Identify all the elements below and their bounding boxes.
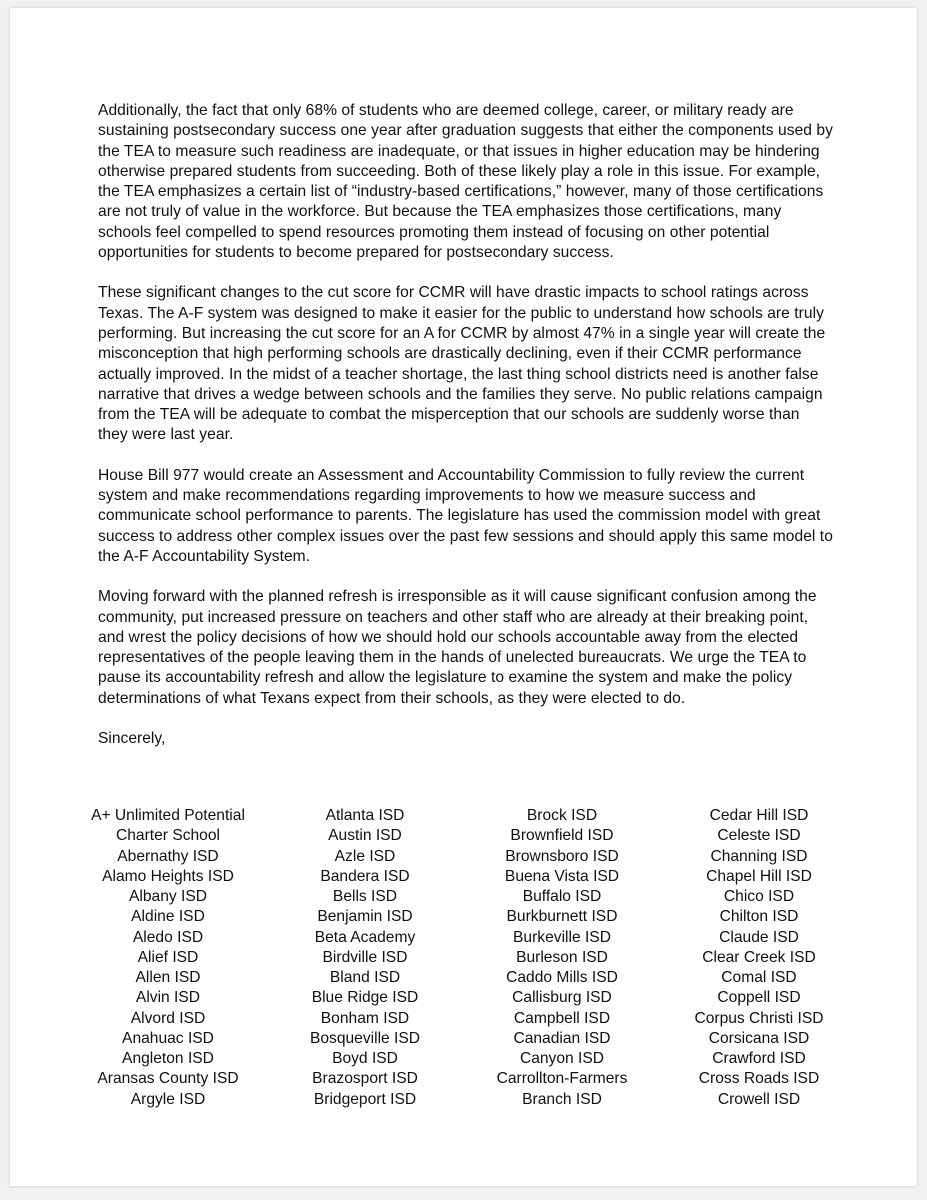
signatory-entry: Coppell ISD	[717, 989, 801, 1007]
paragraph-cut-score-impact: These significant changes to the cut score for CCMR will have drastic impacts to school ratings across Texas. The A-F system was designed to make it easier for the public to understand how schools are truly performing. But increasing the cut score for an A for CCMR by almost 47% in a single year will create the misconception that high performing schools are drastically declining, even if their CCMR performance actually improved. In the midst of a teacher shortage, the last thing school districts need is another false narrative that drives a wedge between schools and the families they serve. No public relations campaign from the TEA will be adequate to combat the misperception that our schools are suddenly worse than they were last year.	[98, 284, 826, 444]
signatory-entry: Corpus Christi ISD	[694, 1009, 824, 1027]
signatory-entry: Corsicana ISD	[708, 1029, 810, 1047]
signatory-entry: Azle ISD	[334, 847, 396, 865]
signatory-entry: Allen ISD	[135, 969, 201, 986]
signatory-entry: Caddo Mills ISD	[506, 969, 618, 986]
signatory-column	[265, 806, 465, 1110]
signatory-entry: Chapel Hill ISD	[706, 867, 812, 885]
signatory-column	[462, 806, 662, 1110]
signatory-entry: Bonham ISD	[320, 1009, 410, 1027]
signatory-entry: Atlanta ISD	[325, 807, 405, 824]
signatory-entry: Angleton ISD	[122, 1050, 214, 1067]
signatory-entry: Brock ISD	[526, 807, 598, 824]
signatory-entry: Callisburg ISD	[512, 989, 612, 1007]
paragraph-ccmr-success: Additionally, the fact that only 68% of students who are deemed college, career, or military ready are sustaining postsecondary success one year after graduation suggests that either the components used by the TEA to measure such readiness are inadequate, or that issues in higher education may be hindering otherwise prepared students from succeeding. Both of these likely play a role in this issue. For example, the TEA emphasizes a certain list of “industry-based certifications,” however, many of those certifications are not truly of value in the workforce. But because the TEA emphasizes those certifications, many schools feel compelled to spend resources promoting them instead of focusing on other potential opportunities for students to become prepared for postsecondary success.	[98, 102, 833, 262]
signatory-entry: Cedar Hill ISD	[709, 807, 809, 824]
signatory-column	[659, 806, 859, 1110]
signatory-entry: Celeste ISD	[717, 827, 801, 845]
paragraph-urge-pause: Moving forward with the planned refresh is irresponsible as it will cause significant confusion among the community, put increased pressure on teachers and other staff who are already at their breaking point, and wrest the policy decisions of how we should hold our schools accountable away from the elected representatives of the people leaving them in the hands of unelected bureaucrats. We urge the TEA to pause its accountability refresh and allow the legislature to examine the system and make the policy determinations of what Texans expect from their schools, as they were elected to do.	[98, 588, 817, 707]
signatory-entry: Alvord ISD	[130, 1009, 206, 1027]
signatory-entry: Chico ISD	[723, 888, 795, 905]
signatory-entry: Anahuac ISD	[122, 1029, 214, 1047]
signatory-entry: Bandera ISD	[320, 867, 410, 885]
letter-body	[98, 101, 833, 749]
signatory-entry: Birdville ISD	[322, 948, 408, 966]
signatory-entry: Carrollton-Farmers	[496, 1070, 628, 1088]
signatory-entry: Alief ISD	[137, 948, 199, 966]
signatory-entry: Bells ISD	[332, 888, 398, 905]
signatory-entry: Brazosport ISD	[312, 1070, 418, 1088]
signatory-entry: Bosqueville ISD	[309, 1029, 421, 1047]
signatory-entry: Burkeville ISD	[513, 928, 611, 946]
signatory-list	[10, 806, 917, 1106]
signatory-entry: Clear Creek ISD	[702, 948, 816, 966]
signatory-entry: Crawford ISD	[712, 1050, 806, 1067]
signatory-entry: Chilton ISD	[719, 908, 799, 926]
signatory-entry: Comal ISD	[721, 969, 797, 986]
signatory-entry: Blue Ridge ISD	[311, 989, 419, 1007]
signatory-entry: Claude ISD	[719, 928, 799, 946]
closing-salutation: Sincerely,	[98, 730, 166, 748]
signatory-entry: Albany ISD	[128, 888, 207, 905]
signatory-entry: Brownfield ISD	[510, 827, 614, 845]
signatory-entry: Austin ISD	[328, 827, 402, 845]
signatory-entry: Bland ISD	[329, 969, 401, 986]
signatory-entry: Branch ISD	[522, 1090, 602, 1108]
signatory-entry: Aransas County ISD	[97, 1070, 239, 1088]
signatory-entry: Crowell ISD	[717, 1090, 801, 1108]
signatory-column	[68, 806, 268, 1110]
signatory-entry: Cross Roads ISD	[698, 1070, 820, 1088]
paragraph-house-bill-977: House Bill 977 would create an Assessment and Accountability Commission to fully review the current system and make recommendations regarding improvements to how we measure success and communicate school performance to parents. The legislature has used the commission model with great success to address other complex issues over the past few sessions and should apply this same model to the A-F Accountability System.	[98, 466, 833, 565]
signatory-entry: Alvin ISD	[135, 989, 201, 1007]
signatory-entry: Charter School	[115, 827, 220, 845]
document-page	[10, 8, 917, 1186]
signatory-entry: Buffalo ISD	[522, 888, 602, 905]
signatory-entry: Boyd ISD	[332, 1050, 398, 1067]
signatory-entry: Buena Vista ISD	[504, 867, 620, 885]
signatory-entry: Campbell ISD	[513, 1009, 611, 1027]
signatory-entry: A+ Unlimited Potential	[91, 807, 245, 824]
signatory-entry: Channing ISD	[710, 847, 808, 865]
signatory-entry: Burleson ISD	[516, 948, 608, 966]
signatory-entry: Brownsboro ISD	[505, 847, 619, 865]
signatory-entry: Canadian ISD	[513, 1029, 611, 1047]
signatory-entry: Bridgeport ISD	[313, 1090, 417, 1108]
signatory-entry: Canyon ISD	[519, 1050, 605, 1067]
signatory-entry: Aledo ISD	[132, 928, 204, 946]
signatory-entry: Alamo Heights ISD	[102, 867, 234, 885]
signatory-entry: Burkburnett ISD	[506, 908, 618, 926]
signatory-entry: Benjamin ISD	[317, 908, 413, 926]
signatory-entry: Beta Academy	[314, 928, 416, 946]
signatory-entry: Aldine ISD	[131, 908, 205, 926]
signatory-entry: Argyle ISD	[130, 1090, 206, 1108]
signatory-entry: Abernathy ISD	[117, 847, 219, 865]
